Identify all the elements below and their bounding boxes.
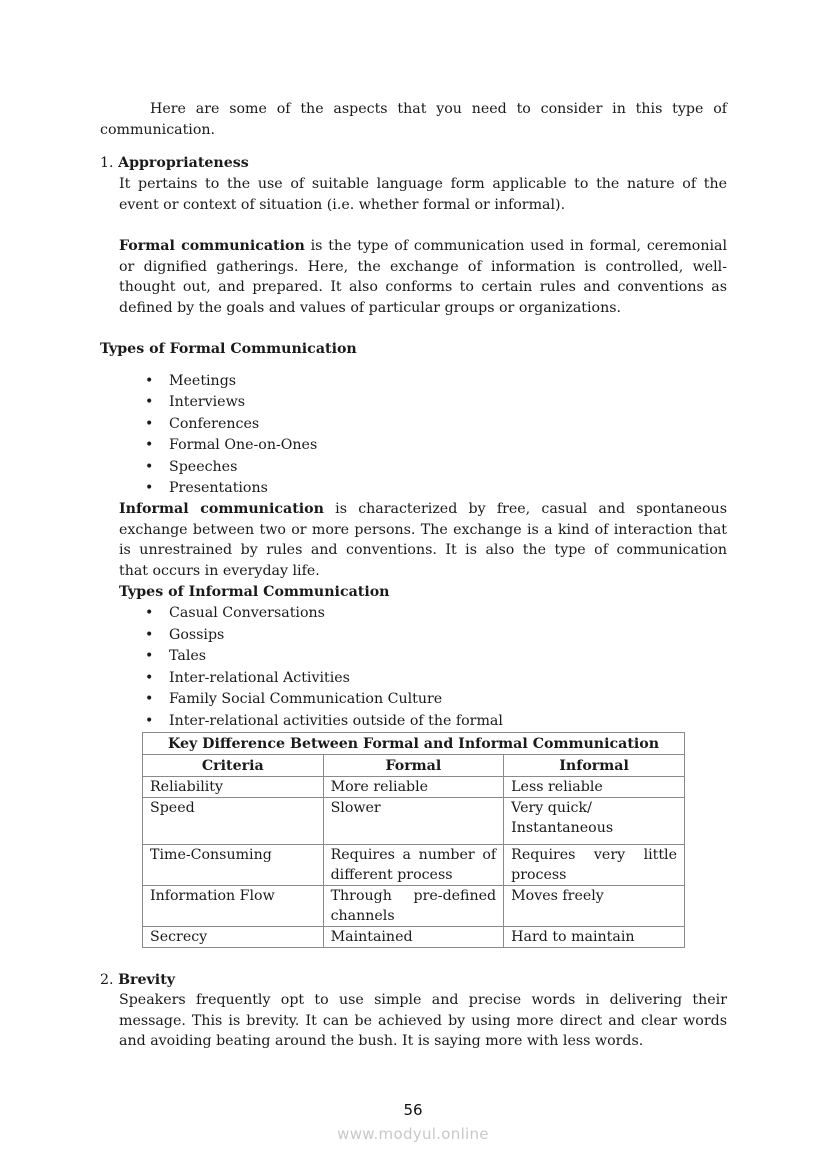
bullet-icon: • [145, 648, 154, 664]
informal-type-label: Family Social Communication Culture [169, 691, 443, 707]
informal-term: Informal communication [119, 501, 324, 517]
bullet-icon: • [145, 373, 154, 389]
informal-para-line-4: that occurs in everyday life. [119, 563, 320, 579]
formal-type-label: Formal One-on-Ones [169, 437, 318, 453]
table-cell: Hard to maintain [504, 927, 685, 948]
section-1-desc-line-1: It pertains to the use of suitable language form applicable to the nature of the [119, 176, 727, 192]
section-2-heading [100, 970, 175, 990]
formal-type-label: Interviews [169, 394, 245, 410]
informal-para-line-3: is unrestrained by rules and conventions. It is also the type of communication [119, 542, 727, 558]
formal-para-line-1 [119, 236, 727, 256]
page-number: 56 [403, 1101, 423, 1119]
table-cell: Very quick/ Instantaneous [504, 798, 685, 845]
key-difference-table [142, 732, 685, 948]
table-cell: Moves freely [504, 886, 685, 927]
informal-para-line-2: exchange between two or more persons. The exchange is a kind of interaction that [119, 522, 727, 538]
table-cell: Slower [323, 798, 504, 845]
formal-para-line-3: thought out, and prepared. It also conforms to certain rules and conventions as [119, 279, 727, 295]
section-2-line-1: Speakers frequently opt to use simple and precise words in delivering their [119, 992, 727, 1008]
informal-type-label: Gossips [169, 627, 225, 643]
table-row [143, 927, 685, 948]
bullet-icon: • [145, 394, 154, 410]
column-header-informal: Informal [504, 755, 685, 777]
table-cell: Time-Consuming [143, 845, 324, 886]
section-2-title: Brevity [118, 972, 175, 988]
informal-para-line-1 [119, 499, 727, 519]
bullet-icon: • [145, 627, 154, 643]
bullet-icon: • [145, 416, 154, 432]
informal-type-label: Tales [169, 648, 207, 664]
bullet-icon: • [145, 670, 154, 686]
formal-para-line-4: defined by the goals and values of particular groups or organizations. [119, 300, 622, 316]
section-1-heading [100, 153, 249, 173]
section-2-line-3: and avoiding beating around the bush. It is saying more with less words. [119, 1033, 644, 1049]
bullet-icon: • [145, 691, 154, 707]
table-title-row [143, 733, 685, 755]
column-header-formal: Formal [323, 755, 504, 777]
section-2-number: 2. [100, 972, 114, 988]
section-1-number: 1. [100, 155, 114, 171]
table-row [143, 845, 685, 886]
bullet-icon: • [145, 437, 154, 453]
table-cell: Less reliable [504, 777, 685, 798]
column-header-criteria: Criteria [143, 755, 324, 777]
table-cell: Maintained [323, 927, 504, 948]
formal-type-label: Conferences [169, 416, 260, 432]
informal-type-label: Inter-relational activities outside of the formal [169, 713, 503, 729]
intro-line-2: communication. [100, 122, 216, 138]
informal-line-1-text: is characterized by free, casual and spontaneous [323, 501, 727, 517]
informal-types-heading: Types of Informal Communication [119, 584, 390, 600]
table-cell: More reliable [323, 777, 504, 798]
informal-type-label: Inter-relational Activities [169, 670, 350, 686]
section-1-title: Appropriateness [118, 155, 249, 171]
table-cell: Secrecy [143, 927, 324, 948]
formal-line-1-text: is the type of communication used in formal, ceremonial [304, 238, 727, 254]
table-row [143, 886, 685, 927]
bullet-icon: • [145, 480, 154, 496]
table-header-row [143, 755, 685, 777]
table-cell: Requires very little process [504, 845, 685, 886]
section-2-line-2: message. This is brevity. It can be achieved by using more direct and clear words [119, 1013, 727, 1029]
watermark: www.modyul.online [337, 1125, 489, 1143]
formal-type-label: Speeches [169, 459, 238, 475]
bullet-icon: • [145, 713, 154, 729]
formal-type-label: Meetings [169, 373, 237, 389]
bullet-icon: • [145, 459, 154, 475]
intro-line-1: Here are some of the aspects that you need to consider in this type of [150, 101, 727, 117]
section-1-desc-line-2: event or context of situation (i.e. whether formal or informal). [119, 197, 566, 213]
table-cell: Speed [143, 798, 324, 845]
table-cell: Through pre-defined channels [323, 886, 504, 927]
formal-term: Formal communication [119, 238, 305, 254]
table-cell: Information Flow [143, 886, 324, 927]
bullet-icon: • [145, 605, 154, 621]
formal-type-label: Presentations [169, 480, 268, 496]
table-title: Key Difference Between Formal and Informal Communication [143, 733, 685, 755]
table-row [143, 777, 685, 798]
informal-type-label: Casual Conversations [169, 605, 325, 621]
table-cell: Requires a number of different process [323, 845, 504, 886]
formal-types-heading: Types of Formal Communication [100, 341, 357, 357]
table-cell: Reliability [143, 777, 324, 798]
formal-para-line-2: or dignified gatherings. Here, the exchange of information is controlled, well- [119, 259, 727, 275]
table-row [143, 798, 685, 845]
